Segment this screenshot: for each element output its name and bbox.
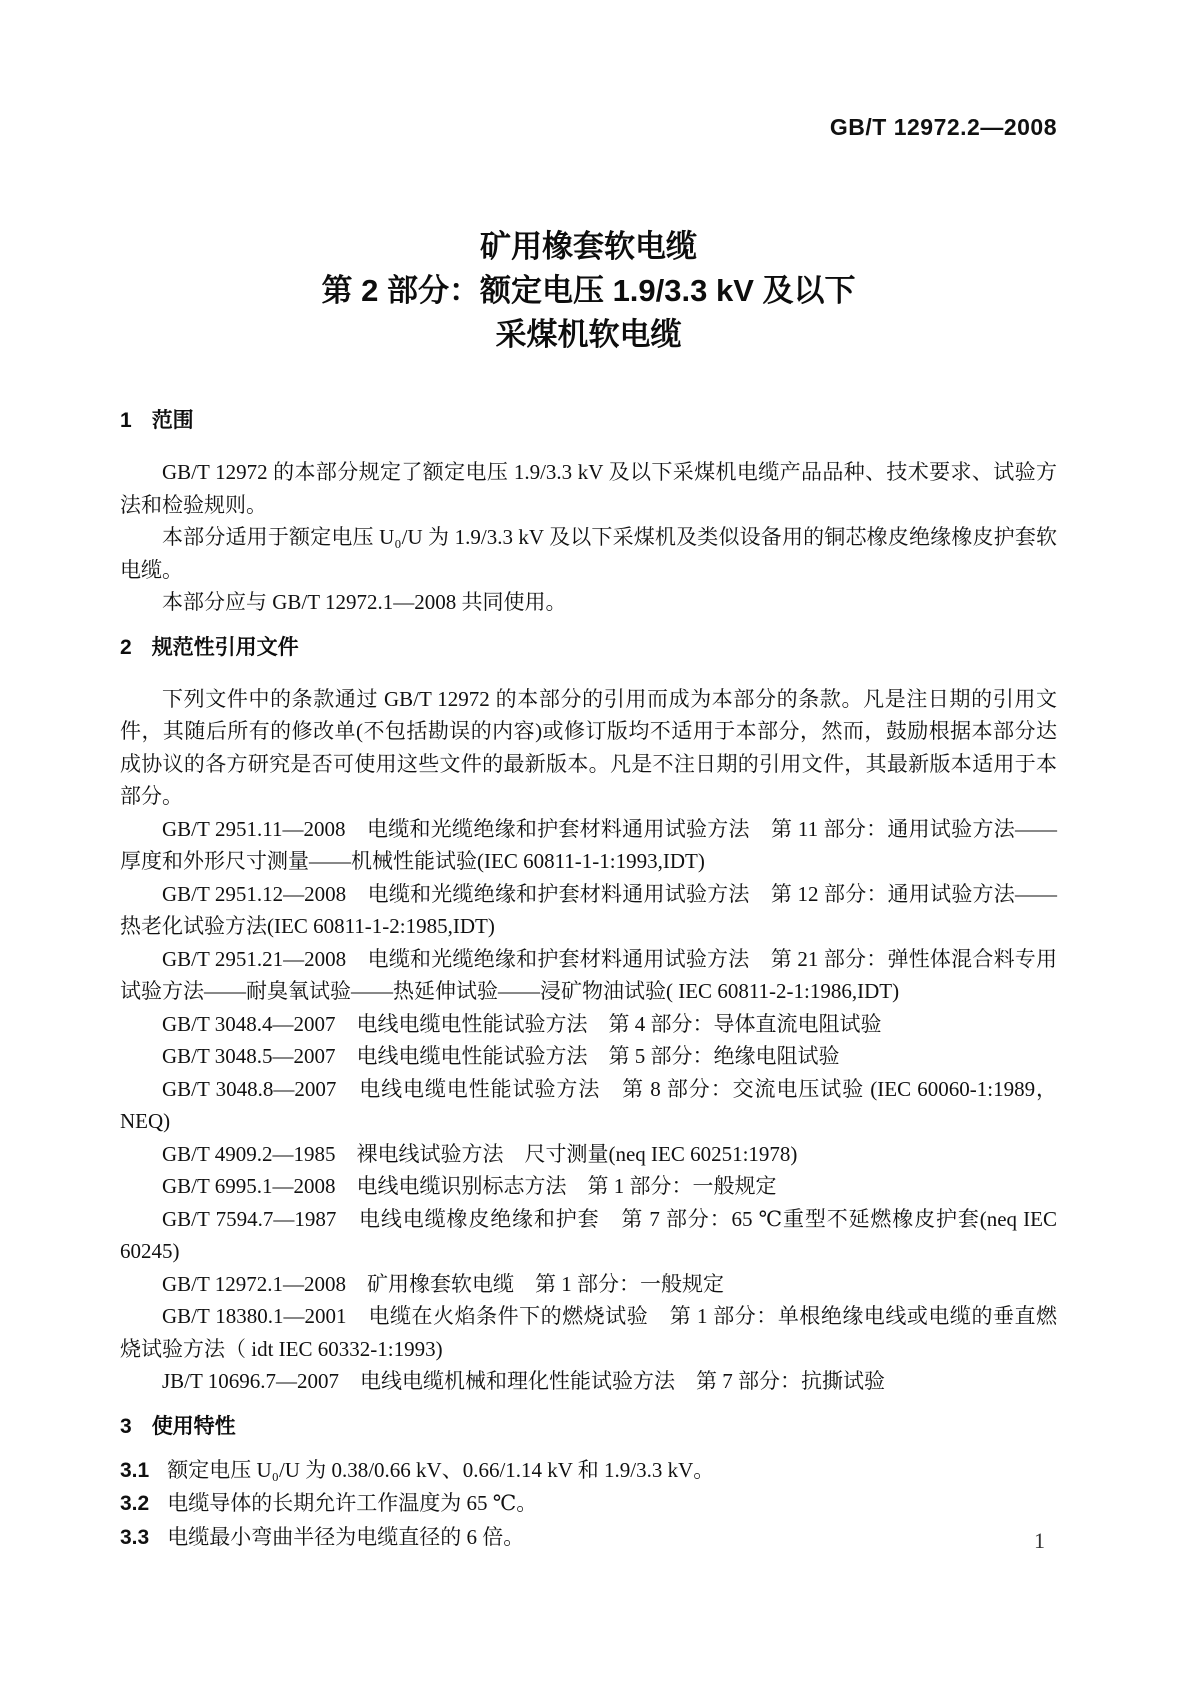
reference-item: GB/T 3048.4—2007 电线电缆电性能试验方法 第 4 部分：导体直流电阻试验 xyxy=(162,1011,882,1036)
document-title xyxy=(120,225,1057,357)
section-number: 3 xyxy=(120,1414,132,1438)
reference-item: JB/T 10696.7—2007 电线电缆机械和理化性能试验方法 第 7 部分：抗撕试验 xyxy=(162,1369,885,1393)
title-line-1: 矿用橡套软电缆 xyxy=(480,229,697,264)
section-number: 1 xyxy=(120,409,132,432)
reference-item: GB/T 18380.1—2001 电缆在火焰条件下的燃烧试验 第 1 部分：单根绝缘电线或电缆的垂直燃烧试验方法（ idt IEC 60332-1:1993) xyxy=(120,1304,1057,1361)
title-line-2: 第 2 部分：额定电压 1.9/3.3 kV 及以下 xyxy=(321,273,856,308)
reference-item: GB/T 2951.21—2008 电缆和光缆绝缘和护套材料通用试验方法 第 21 部分：弹性体混合料专用试验方法——耐臭氧试验——热延伸试验——浸矿物油试验( IEC 60811-2-1:1986,IDT) xyxy=(120,946,1057,1003)
clause-number: 3.1 xyxy=(120,1458,150,1482)
clause-text: 额定电压 U₀/U 为 0.38/0.66 kV、0.66/1.14 kV 和 1.9/3.3 kV。 xyxy=(167,1457,715,1482)
scope-paragraph: GB/T 12972 的本部分规定了额定电压 1.9/3.3 kV 及以下采煤机电缆产品品种、技术要求、试验方法和检验规则。 xyxy=(120,460,1057,517)
reference-item: GB/T 3048.8—2007 电线电缆电性能试验方法 第 8 部分：交流电压试验 (IEC 60060-1:1989，NEQ) xyxy=(120,1076,1057,1133)
clause-number: 3.3 xyxy=(120,1525,150,1549)
section-number: 2 xyxy=(120,635,132,659)
section-title: 规范性引用文件 xyxy=(151,635,299,659)
reference-item: GB/T 6995.1—2008 电线电缆识别标志方法 第 1 部分：一般规定 xyxy=(162,1174,777,1198)
reference-item: GB/T 2951.11—2008 电缆和光缆绝缘和护套材料通用试验方法 第 11 部分：通用试验方法——厚度和外形尺寸测量——机械性能试验(IEC 60811-1-1:1993,IDT) xyxy=(120,816,1057,873)
reference-item: GB/T 3048.5—2007 电线电缆电性能试验方法 第 5 部分：绝缘电阻试验 xyxy=(162,1044,840,1068)
clause-item xyxy=(120,1454,1057,1488)
clause-text: 电缆最小弯曲半径为电缆直径的 6 倍。 xyxy=(167,1524,525,1549)
section-title: 范围 xyxy=(151,409,194,432)
reference-item: GB/T 2951.12—2008 电缆和光缆绝缘和护套材料通用试验方法 第 12 部分：通用试验方法——热老化试验方法(IEC 60811-1-2:1985,IDT) xyxy=(120,881,1057,938)
section-heading-references xyxy=(120,635,1057,661)
standard-code: GB/T 12972.2—2008 xyxy=(829,114,1057,140)
section-title: 使用特性 xyxy=(151,1414,236,1438)
clause-item xyxy=(120,1521,1057,1555)
page-number: 1 xyxy=(1034,1528,1045,1553)
section-heading-characteristics xyxy=(120,1414,1057,1440)
reference-item: GB/T 12972.1—2008 矿用橡套软电缆 第 1 部分：一般规定 xyxy=(162,1271,724,1296)
clause-number: 3.2 xyxy=(120,1492,150,1515)
scope-paragraph: 本部分应与 GB/T 12972.1—2008 共同使用。 xyxy=(162,590,567,614)
title-line-3: 采煤机软电缆 xyxy=(495,317,682,352)
references-intro: 下列文件中的条款通过 GB/T 12972 的本部分的引用而成为本部分的条款。凡是注日期的引用文件，其随后所有的修改单(不包括勘误的内容)或修订版均不适用于本部分，然而，鼓励根据本部分达成协议的各方研究是否可使用这些文件的最新版本。凡是不注日期的引用文件，其最新版本适用于本部分。 xyxy=(120,686,1057,808)
reference-item: GB/T 7594.7—1987 电线电缆橡皮绝缘和护套 第 7 部分：65 ℃重型不延燃橡皮护套(neq IEC 60245) xyxy=(120,1206,1057,1263)
clause-text: 电缆导体的长期允许工作温度为 65 ℃。 xyxy=(167,1491,538,1515)
reference-item: GB/T 4909.2—1985 裸电线试验方法 尺寸测量(neq IEC 60251:1978) xyxy=(162,1141,798,1166)
section-heading-scope xyxy=(120,408,1057,434)
scope-paragraph: 本部分适用于额定电压 U₀/U 为 1.9/3.3 kV 及以下采煤机及类似设备用的铜芯橡皮绝缘橡皮护套软电缆。 xyxy=(120,525,1057,582)
clause-item xyxy=(120,1487,1057,1521)
